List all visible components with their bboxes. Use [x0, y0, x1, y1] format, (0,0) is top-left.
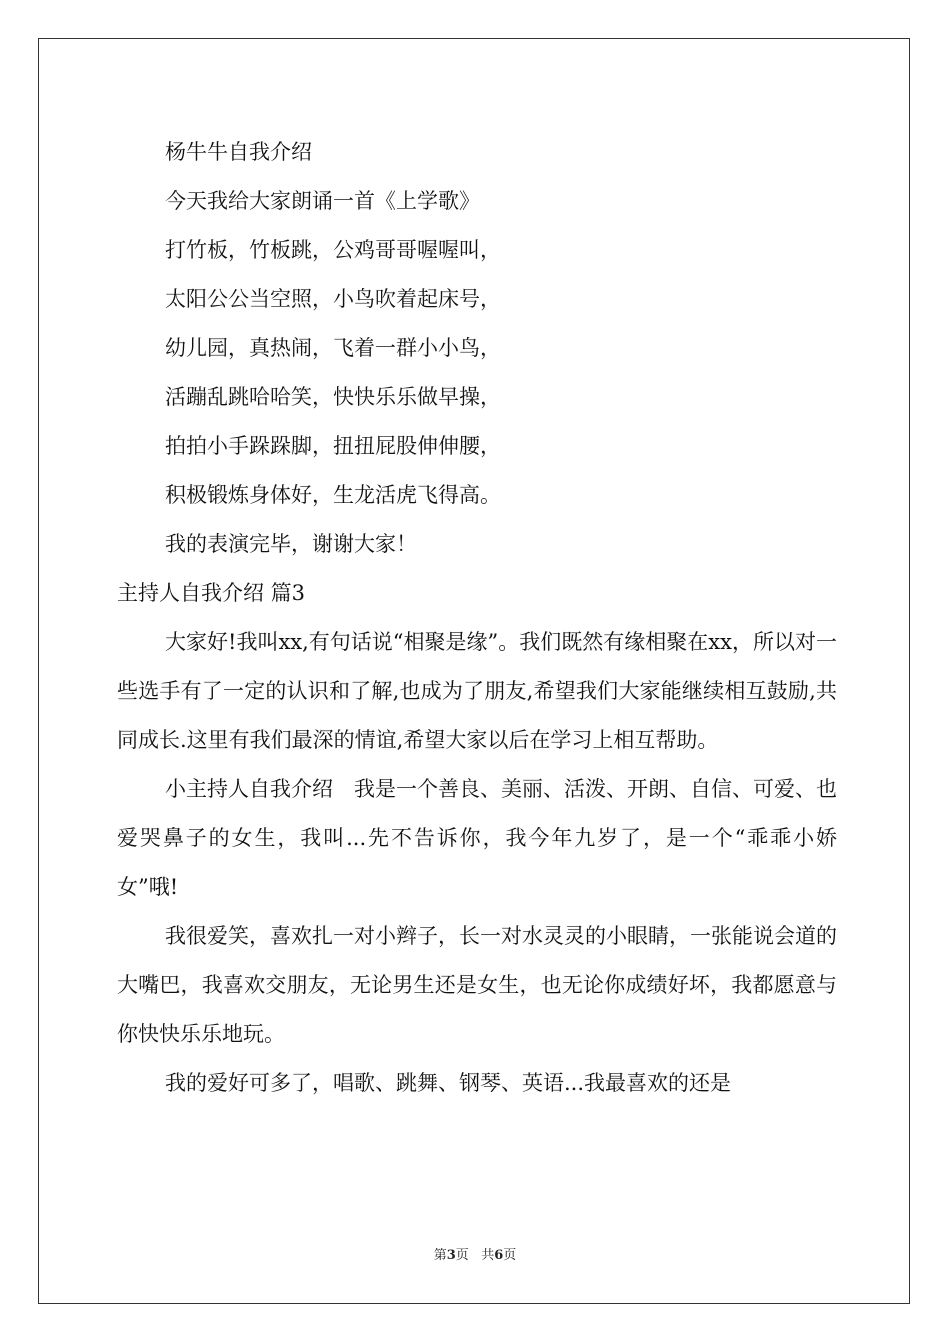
document-title: 杨牛牛自我介绍 — [165, 140, 312, 164]
poem-line: 拍拍小手跺跺脚，扭扭屁股伸伸腰， — [165, 434, 501, 458]
total-prefix: 共 — [481, 1248, 495, 1263]
page-prefix: 第 — [433, 1248, 447, 1263]
poem-line: 打竹板，竹板跳，公鸡哥哥喔喔叫， — [165, 238, 501, 262]
total-pages: 6 — [494, 1248, 504, 1263]
body-paragraph: 小主持人自我介绍 我是一个善良、美丽、活泼、开朗、自信、可爱、也爱哭鼻子的女生，我叫...先不告诉你，我今年九岁了，是一个“乖乖小娇女”哦! — [117, 777, 837, 899]
body-paragraph: 大家好!我叫xx,有句话说“相聚是缘”。我们既然有缘相聚在xx，所以对一些选手有了一定的认识和了解,也成为了朋友,希望我们大家能继续相互鼓励,共同成长.这里有我们最深的情谊,希望大家以后在学习上相互帮助。 — [117, 630, 837, 752]
section-heading: 主持人自我介绍 篇3 — [117, 581, 306, 605]
page-footer — [0, 1247, 950, 1265]
poem-line: 幼儿园，真热闹，飞着一群小小鸟， — [165, 336, 501, 360]
total-suffix: 页 — [503, 1248, 517, 1263]
page-suffix: 页 — [455, 1248, 469, 1263]
poem-line: 太阳公公当空照，小鸟吹着起床号， — [165, 287, 501, 311]
closing-line: 我的表演完毕，谢谢大家！ — [165, 532, 417, 556]
poem-intro-line: 今天我给大家朗诵一首《上学歌》 — [165, 189, 480, 213]
body-paragraph: 我很爱笑，喜欢扎一对小辫子，长一对水灵灵的小眼睛，一张能说会道的大嘴巴，我喜欢交朋友，无论男生还是女生，也无论你成绩好坏，我都愿意与你快快乐乐地玩。 — [117, 924, 837, 1046]
body-paragraph: 我的爱好可多了，唱歌、跳舞、钢琴、英语...我最喜欢的还是 — [165, 1071, 732, 1095]
poem-line: 积极锻炼身体好，生龙活虎飞得高。 — [165, 483, 501, 507]
poem-line: 活蹦乱跳哈哈笑，快快乐乐做早操， — [165, 385, 501, 409]
page-number: 3 — [446, 1248, 456, 1263]
document-body — [117, 128, 837, 1108]
